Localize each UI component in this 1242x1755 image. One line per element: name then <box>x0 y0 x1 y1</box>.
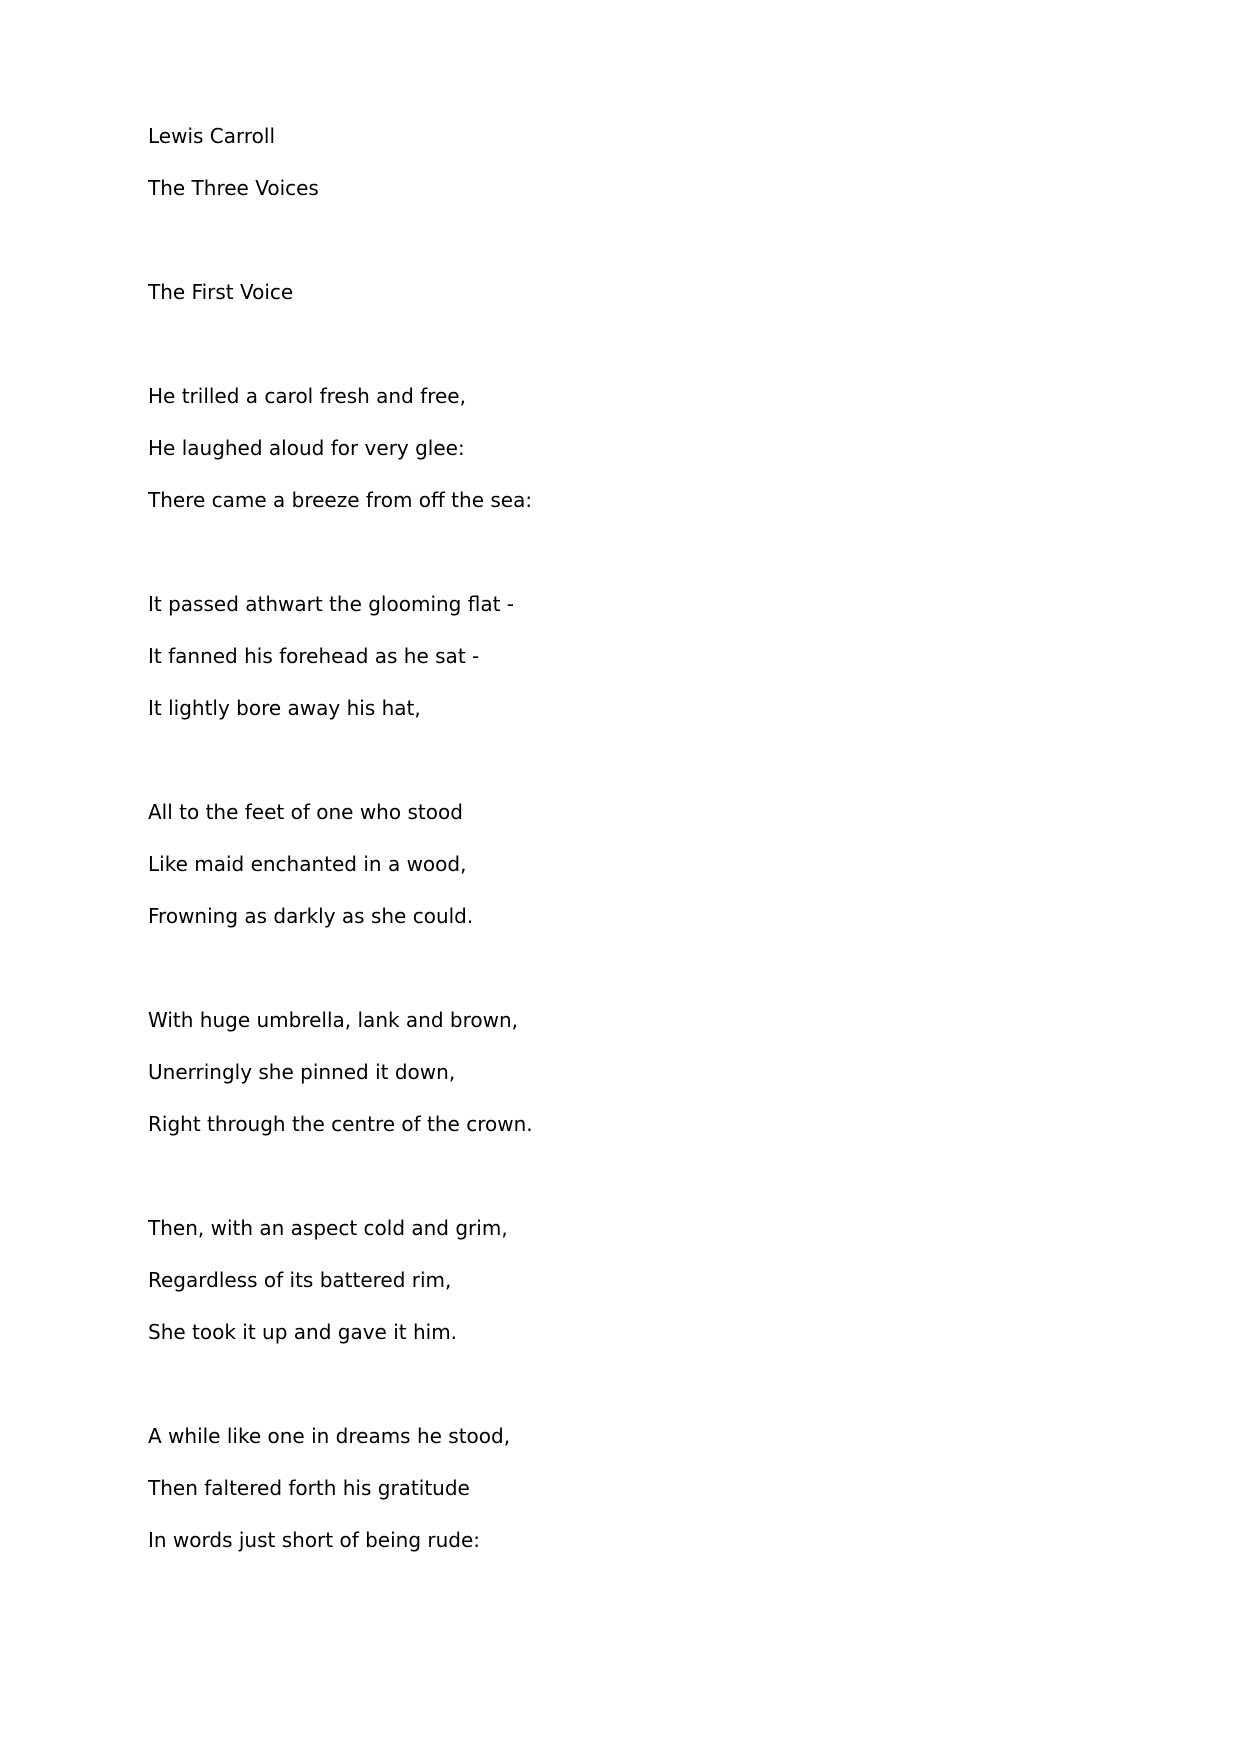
verse-line: A while like one in dreams he stood, <box>148 1424 511 1448</box>
verse-line: It fanned his forehead as he sat - <box>148 644 480 668</box>
verse-line: With huge umbrella, lank and brown, <box>148 1008 519 1032</box>
verse-line: It lightly bore away his hat, <box>148 696 421 720</box>
verse-line: In words just short of being rude: <box>148 1528 481 1552</box>
poem-text <box>148 110 1148 1566</box>
stanza-5 <box>148 1202 1148 1358</box>
stanza-6 <box>148 1410 1148 1566</box>
verse-line: Unerringly she pinned it down, <box>148 1060 456 1084</box>
verse-line: It passed athwart the glooming flat - <box>148 592 514 616</box>
verse-line: She took it up and gave it him. <box>148 1320 458 1344</box>
blank-line <box>148 526 1148 578</box>
blank-line <box>148 1150 1148 1202</box>
verse-line: All to the feet of one who stood <box>148 800 463 824</box>
verse-line: He trilled a carol fresh and free, <box>148 384 466 408</box>
stanza-3 <box>148 786 1148 942</box>
blank-line <box>148 942 1148 994</box>
section-title: The First Voice <box>148 280 294 304</box>
poem-title: The Three Voices <box>148 176 319 200</box>
blank-line <box>148 734 1148 786</box>
verse-line: Right through the centre of the crown. <box>148 1112 533 1136</box>
blank-line <box>148 1358 1148 1410</box>
stanza-4 <box>148 994 1148 1150</box>
verse-line: He laughed aloud for very glee: <box>148 436 465 460</box>
verse-line: Frowning as darkly as she could. <box>148 904 474 928</box>
blank-line <box>148 318 1148 370</box>
verse-line: Like maid enchanted in a wood, <box>148 852 467 876</box>
verse-line: Regardless of its battered rim, <box>148 1268 452 1292</box>
author-name: Lewis Carroll <box>148 124 276 148</box>
blank-line <box>148 214 1148 266</box>
stanza-2 <box>148 578 1148 734</box>
verse-line: Then faltered forth his gratitude <box>148 1476 470 1500</box>
verse-line: Then, with an aspect cold and grim, <box>148 1216 508 1240</box>
stanza-1 <box>148 370 1148 526</box>
verse-line: There came a breeze from off the sea: <box>148 488 533 512</box>
